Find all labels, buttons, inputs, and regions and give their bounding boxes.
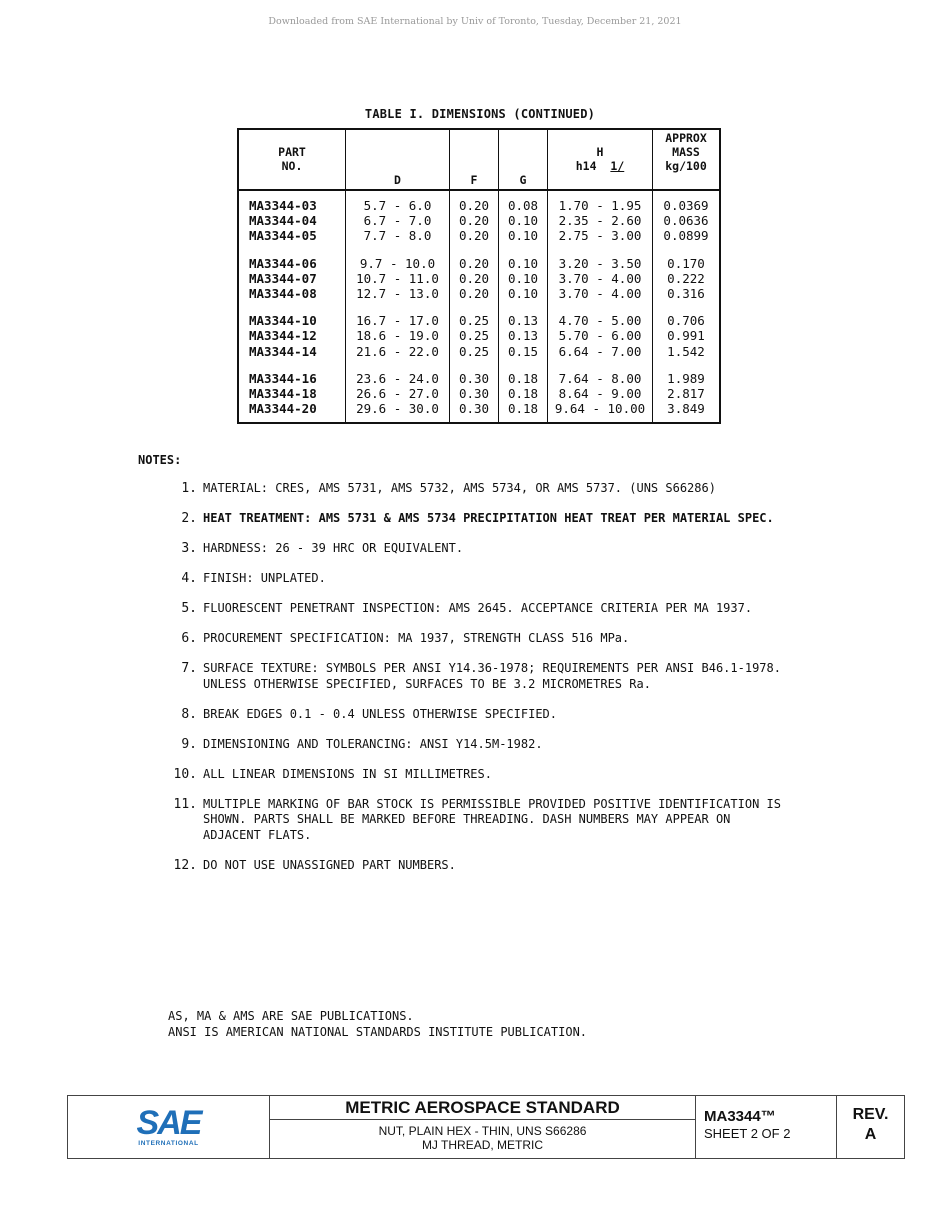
header-mass <box>653 129 721 190</box>
revision-cell <box>837 1096 904 1158</box>
table-body <box>238 190 720 423</box>
cell-part-no: MA3344-14 <box>238 344 346 359</box>
cell-f: 0.20 <box>450 271 499 286</box>
cell-g: 0.10 <box>499 244 548 271</box>
table-row <box>238 401 720 423</box>
cell-part-no: MA3344-18 <box>238 386 346 401</box>
cell-d: 9.7 - 10.0 <box>346 244 450 271</box>
cell-g: 0.18 <box>499 401 548 423</box>
part-description-line1: NUT, PLAIN HEX - THIN, UNS S66286 <box>378 1124 587 1138</box>
note-text: ALL LINEAR DIMENSIONS IN SI MILLIMETRES. <box>203 766 492 781</box>
cell-h: 1.70 - 1.95 <box>548 190 653 213</box>
revision-value: A <box>864 1126 877 1143</box>
cell-g: 0.18 <box>499 359 548 386</box>
cell-mass: 0.0899 <box>653 228 721 243</box>
note-item <box>160 511 840 527</box>
header-d: D <box>346 129 450 190</box>
cell-g: 0.13 <box>499 328 548 343</box>
note-number: 7. <box>181 660 197 676</box>
cell-mass: 0.222 <box>653 271 721 286</box>
cell-f: 0.25 <box>450 328 499 343</box>
note-text: MULTIPLE MARKING OF BAR STOCK IS PERMISSIBLE PROVIDED POSITIVE IDENTIFICATION IS SHOWN. PARTS SHALL BE MARKED BEFORE THREADING. DASH NUMBERS MAY APPEAR ON ADJACENT FLATS. <box>203 796 781 843</box>
cell-f: 0.30 <box>450 359 499 386</box>
note-text: BREAK EDGES 0.1 - 0.4 UNLESS OTHERWISE SPECIFIED. <box>203 706 558 721</box>
cell-part-no: MA3344-05 <box>238 228 346 243</box>
part-number-cell <box>696 1096 837 1158</box>
note-number: 1. <box>181 481 197 496</box>
cell-g: 0.15 <box>499 344 548 359</box>
table-row <box>238 213 720 228</box>
note-text: SURFACE TEXTURE: SYMBOLS PER ANSI Y14.36-1978; REQUIREMENTS PER ANSI B46.1-1978. UNLESS OTHERWISE SPECIFIED, SURFACES TO BE 3.2 MICROMETRES Ra. <box>203 660 781 691</box>
header-h-line2: h14 <box>575 159 597 173</box>
header-f: F <box>450 129 499 190</box>
cell-d: 23.6 - 24.0 <box>346 359 450 386</box>
cell-h: 3.20 - 3.50 <box>548 244 653 271</box>
notes-heading: NOTES: <box>138 453 182 467</box>
note-number: 10. <box>173 766 197 782</box>
cell-mass: 0.316 <box>653 286 721 301</box>
note-text: FINISH: UNPLATED. <box>203 570 326 585</box>
sheet-number: SHEET 2 OF 2 <box>704 1126 791 1141</box>
revision-label: REV. <box>852 1106 889 1123</box>
notes-list <box>160 481 840 888</box>
header-mass-line2: MASS <box>672 145 700 159</box>
cell-g: 0.10 <box>499 286 548 301</box>
cell-g: 0.18 <box>499 386 548 401</box>
note-item <box>160 661 840 693</box>
standard-title: METRIC AEROSPACE STANDARD <box>270 1096 695 1120</box>
sae-logo-mark: SAE <box>136 1103 201 1142</box>
cell-d: 5.7 - 6.0 <box>346 190 450 213</box>
table-row <box>238 244 720 271</box>
footer-references <box>168 1008 587 1040</box>
cell-mass: 3.849 <box>653 401 721 423</box>
note-item <box>160 601 840 617</box>
cell-f: 0.20 <box>450 228 499 243</box>
part-description <box>270 1120 695 1158</box>
note-text: DO NOT USE UNASSIGNED PART NUMBERS. <box>203 858 456 873</box>
cell-h: 3.70 - 4.00 <box>548 271 653 286</box>
table-row <box>238 286 720 301</box>
cell-part-no: MA3344-20 <box>238 401 346 423</box>
note-number: 5. <box>181 600 197 616</box>
cell-mass: 1.542 <box>653 344 721 359</box>
cell-part-no: MA3344-10 <box>238 301 346 328</box>
table-row <box>238 344 720 359</box>
table-row <box>238 359 720 386</box>
cell-part-no: MA3344-12 <box>238 328 346 343</box>
note-item <box>160 797 840 844</box>
header-part-no <box>238 129 346 190</box>
note-text: PROCUREMENT SPECIFICATION: MA 1937, STRENGTH CLASS 516 MPa. <box>203 630 630 645</box>
cell-mass: 1.989 <box>653 359 721 386</box>
cell-part-no: MA3344-07 <box>238 271 346 286</box>
table-row <box>238 271 720 286</box>
header-h <box>548 129 653 190</box>
cell-h: 6.64 - 7.00 <box>548 344 653 359</box>
cell-d: 26.6 - 27.0 <box>346 386 450 401</box>
cell-f: 0.20 <box>450 190 499 213</box>
cell-f: 0.25 <box>450 301 499 328</box>
table-row <box>238 386 720 401</box>
title-block-center <box>270 1096 696 1158</box>
note-item <box>160 481 840 497</box>
part-description-line2: MJ THREAD, METRIC <box>421 1138 544 1152</box>
cell-part-no: MA3344-16 <box>238 359 346 386</box>
cell-h: 2.75 - 3.00 <box>548 228 653 243</box>
table-row <box>238 228 720 243</box>
table-row <box>238 328 720 343</box>
cell-h: 2.35 - 2.60 <box>548 213 653 228</box>
header-mass-line3: kg/100 <box>665 159 707 173</box>
cell-d: 10.7 - 11.0 <box>346 271 450 286</box>
note-number: 11. <box>173 796 197 812</box>
note-item <box>160 707 840 723</box>
cell-f: 0.20 <box>450 286 499 301</box>
cell-f: 0.30 <box>450 401 499 423</box>
cell-mass: 2.817 <box>653 386 721 401</box>
dimensions-table <box>237 128 721 424</box>
cell-d: 12.7 - 13.0 <box>346 286 450 301</box>
cell-f: 0.25 <box>450 344 499 359</box>
cell-part-no: MA3344-04 <box>238 213 346 228</box>
table-row <box>238 301 720 328</box>
note-item <box>160 541 840 557</box>
footer-ref-line2: ANSI IS AMERICAN NATIONAL STANDARDS INSTITUTE PUBLICATION. <box>168 1025 588 1039</box>
table-header-row <box>238 129 720 190</box>
cell-part-no: MA3344-08 <box>238 286 346 301</box>
note-number: 9. <box>181 736 197 752</box>
part-number: MA3344™ <box>704 1108 776 1125</box>
cell-g: 0.10 <box>499 271 548 286</box>
download-banner: Downloaded from SAE International by Univ of Toronto, Tuesday, December 21, 2021 <box>268 16 682 27</box>
cell-h: 9.64 - 10.00 <box>548 401 653 423</box>
cell-g: 0.10 <box>499 228 548 243</box>
note-number: 6. <box>181 630 197 646</box>
cell-f: 0.30 <box>450 386 499 401</box>
note-number: 2. <box>181 510 197 526</box>
cell-mass: 0.0636 <box>653 213 721 228</box>
cell-d: 16.7 - 17.0 <box>346 301 450 328</box>
title-block <box>67 1095 905 1159</box>
sae-logo <box>68 1096 270 1158</box>
header-g: G <box>499 129 548 190</box>
note-text: MATERIAL: CRES, AMS 5731, AMS 5732, AMS 5734, OR AMS 5737. (UNS S66286) <box>203 481 716 495</box>
cell-d: 18.6 - 19.0 <box>346 328 450 343</box>
note-text: HEAT TREATMENT: AMS 5731 & AMS 5734 PRECIPITATION HEAT TREAT PER MATERIAL SPEC. <box>203 510 774 525</box>
cell-d: 7.7 - 8.0 <box>346 228 450 243</box>
cell-g: 0.08 <box>499 190 548 213</box>
note-item <box>160 767 840 783</box>
cell-g: 0.10 <box>499 213 548 228</box>
cell-h: 3.70 - 4.00 <box>548 286 653 301</box>
cell-d: 29.6 - 30.0 <box>346 401 450 423</box>
note-item <box>160 631 840 647</box>
note-item <box>160 858 840 874</box>
note-number: 3. <box>181 540 197 556</box>
cell-d: 21.6 - 22.0 <box>346 344 450 359</box>
cell-h: 5.70 - 6.00 <box>548 328 653 343</box>
cell-h: 8.64 - 9.00 <box>548 386 653 401</box>
note-text: HARDNESS: 26 - 39 HRC OR EQUIVALENT. <box>203 540 464 555</box>
footer-ref-line1: AS, MA & AMS ARE SAE PUBLICATIONS. <box>168 1009 414 1023</box>
cell-mass: 0.170 <box>653 244 721 271</box>
note-item <box>160 737 840 753</box>
cell-f: 0.20 <box>450 244 499 271</box>
cell-mass: 0.706 <box>653 301 721 328</box>
cell-mass: 0.0369 <box>653 190 721 213</box>
sae-logo-subtitle: INTERNATIONAL <box>138 1139 199 1147</box>
note-number: 4. <box>181 570 197 586</box>
note-number: 12. <box>173 858 197 874</box>
note-number: 8. <box>181 706 197 722</box>
note-item <box>160 571 840 587</box>
cell-part-no: MA3344-03 <box>238 190 346 213</box>
table-row <box>238 190 720 213</box>
header-h-line1: H <box>596 145 604 159</box>
note-text: FLUORESCENT PENETRANT INSPECTION: AMS 2645. ACCEPTANCE CRITERIA PER MA 1937. <box>203 600 753 615</box>
cell-mass: 0.991 <box>653 328 721 343</box>
header-mass-line1: APPROX <box>665 131 707 145</box>
cell-h: 7.64 - 8.00 <box>548 359 653 386</box>
cell-g: 0.13 <box>499 301 548 328</box>
note-text: DIMENSIONING AND TOLERANCING: ANSI Y14.5M-1982. <box>203 736 543 751</box>
cell-f: 0.20 <box>450 213 499 228</box>
table-title: TABLE I. DIMENSIONS (CONTINUED) <box>364 107 596 121</box>
header-h-footnote: 1/ <box>610 159 625 173</box>
header-part-line2: NO. <box>281 159 303 173</box>
cell-part-no: MA3344-06 <box>238 244 346 271</box>
cell-d: 6.7 - 7.0 <box>346 213 450 228</box>
header-part-line1: PART <box>278 145 306 159</box>
cell-h: 4.70 - 5.00 <box>548 301 653 328</box>
